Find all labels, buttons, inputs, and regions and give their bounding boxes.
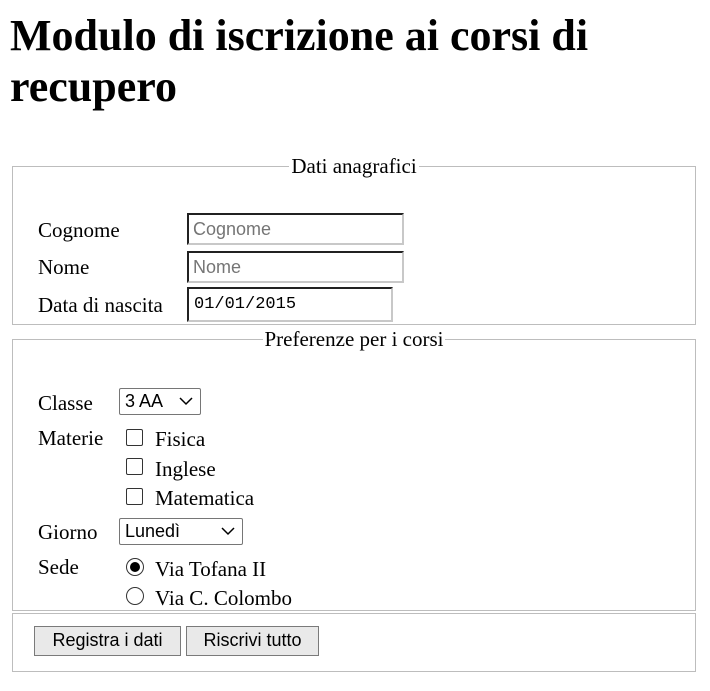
nome-input[interactable] [187,251,404,283]
sede-label: Sede [38,555,79,579]
personal-data-fieldset [12,155,696,325]
classe-label: Classe [38,391,93,415]
giorno-select[interactable] [119,518,243,545]
chevron-down-icon [178,394,194,408]
cognome-input[interactable] [187,213,404,245]
classe-select-value: 3 AA [125,391,164,411]
fisica-label: Fisica [155,427,206,451]
birth-date-label: Data di nascita [38,293,163,317]
matematica-checkbox[interactable] [126,488,143,505]
giorno-select-value: Lunedì [125,521,181,541]
inglese-label: Inglese [155,457,216,481]
fisica-checkbox[interactable] [126,429,143,446]
actions-fieldset [12,613,696,672]
sede-tofana-label: Via Tofana II [155,557,267,581]
personal-data-legend: Dati anagrafici [291,154,417,178]
nome-label: Nome [38,255,90,279]
reset-button[interactable]: Riscrivi tutto [186,626,319,656]
materie-label: Materie [38,426,104,450]
submit-button[interactable]: Registra i dati [34,626,181,656]
inglese-checkbox[interactable] [126,458,143,475]
classe-select[interactable] [119,388,201,415]
course-preferences-legend: Preferenze per i corsi [264,327,444,351]
page-title: Modulo di iscrizione ai corsi di recupero [10,11,589,111]
matematica-label: Matematica [155,486,255,510]
sede-tofana-radio[interactable] [126,558,144,576]
chevron-down-icon [220,524,236,538]
course-preferences-fieldset [12,328,696,611]
sede-colombo-radio[interactable] [126,587,144,605]
sede-colombo-label: Via C. Colombo [155,586,292,610]
birth-date-input[interactable] [187,287,393,322]
giorno-label: Giorno [38,520,98,544]
cognome-label: Cognome [38,218,120,242]
